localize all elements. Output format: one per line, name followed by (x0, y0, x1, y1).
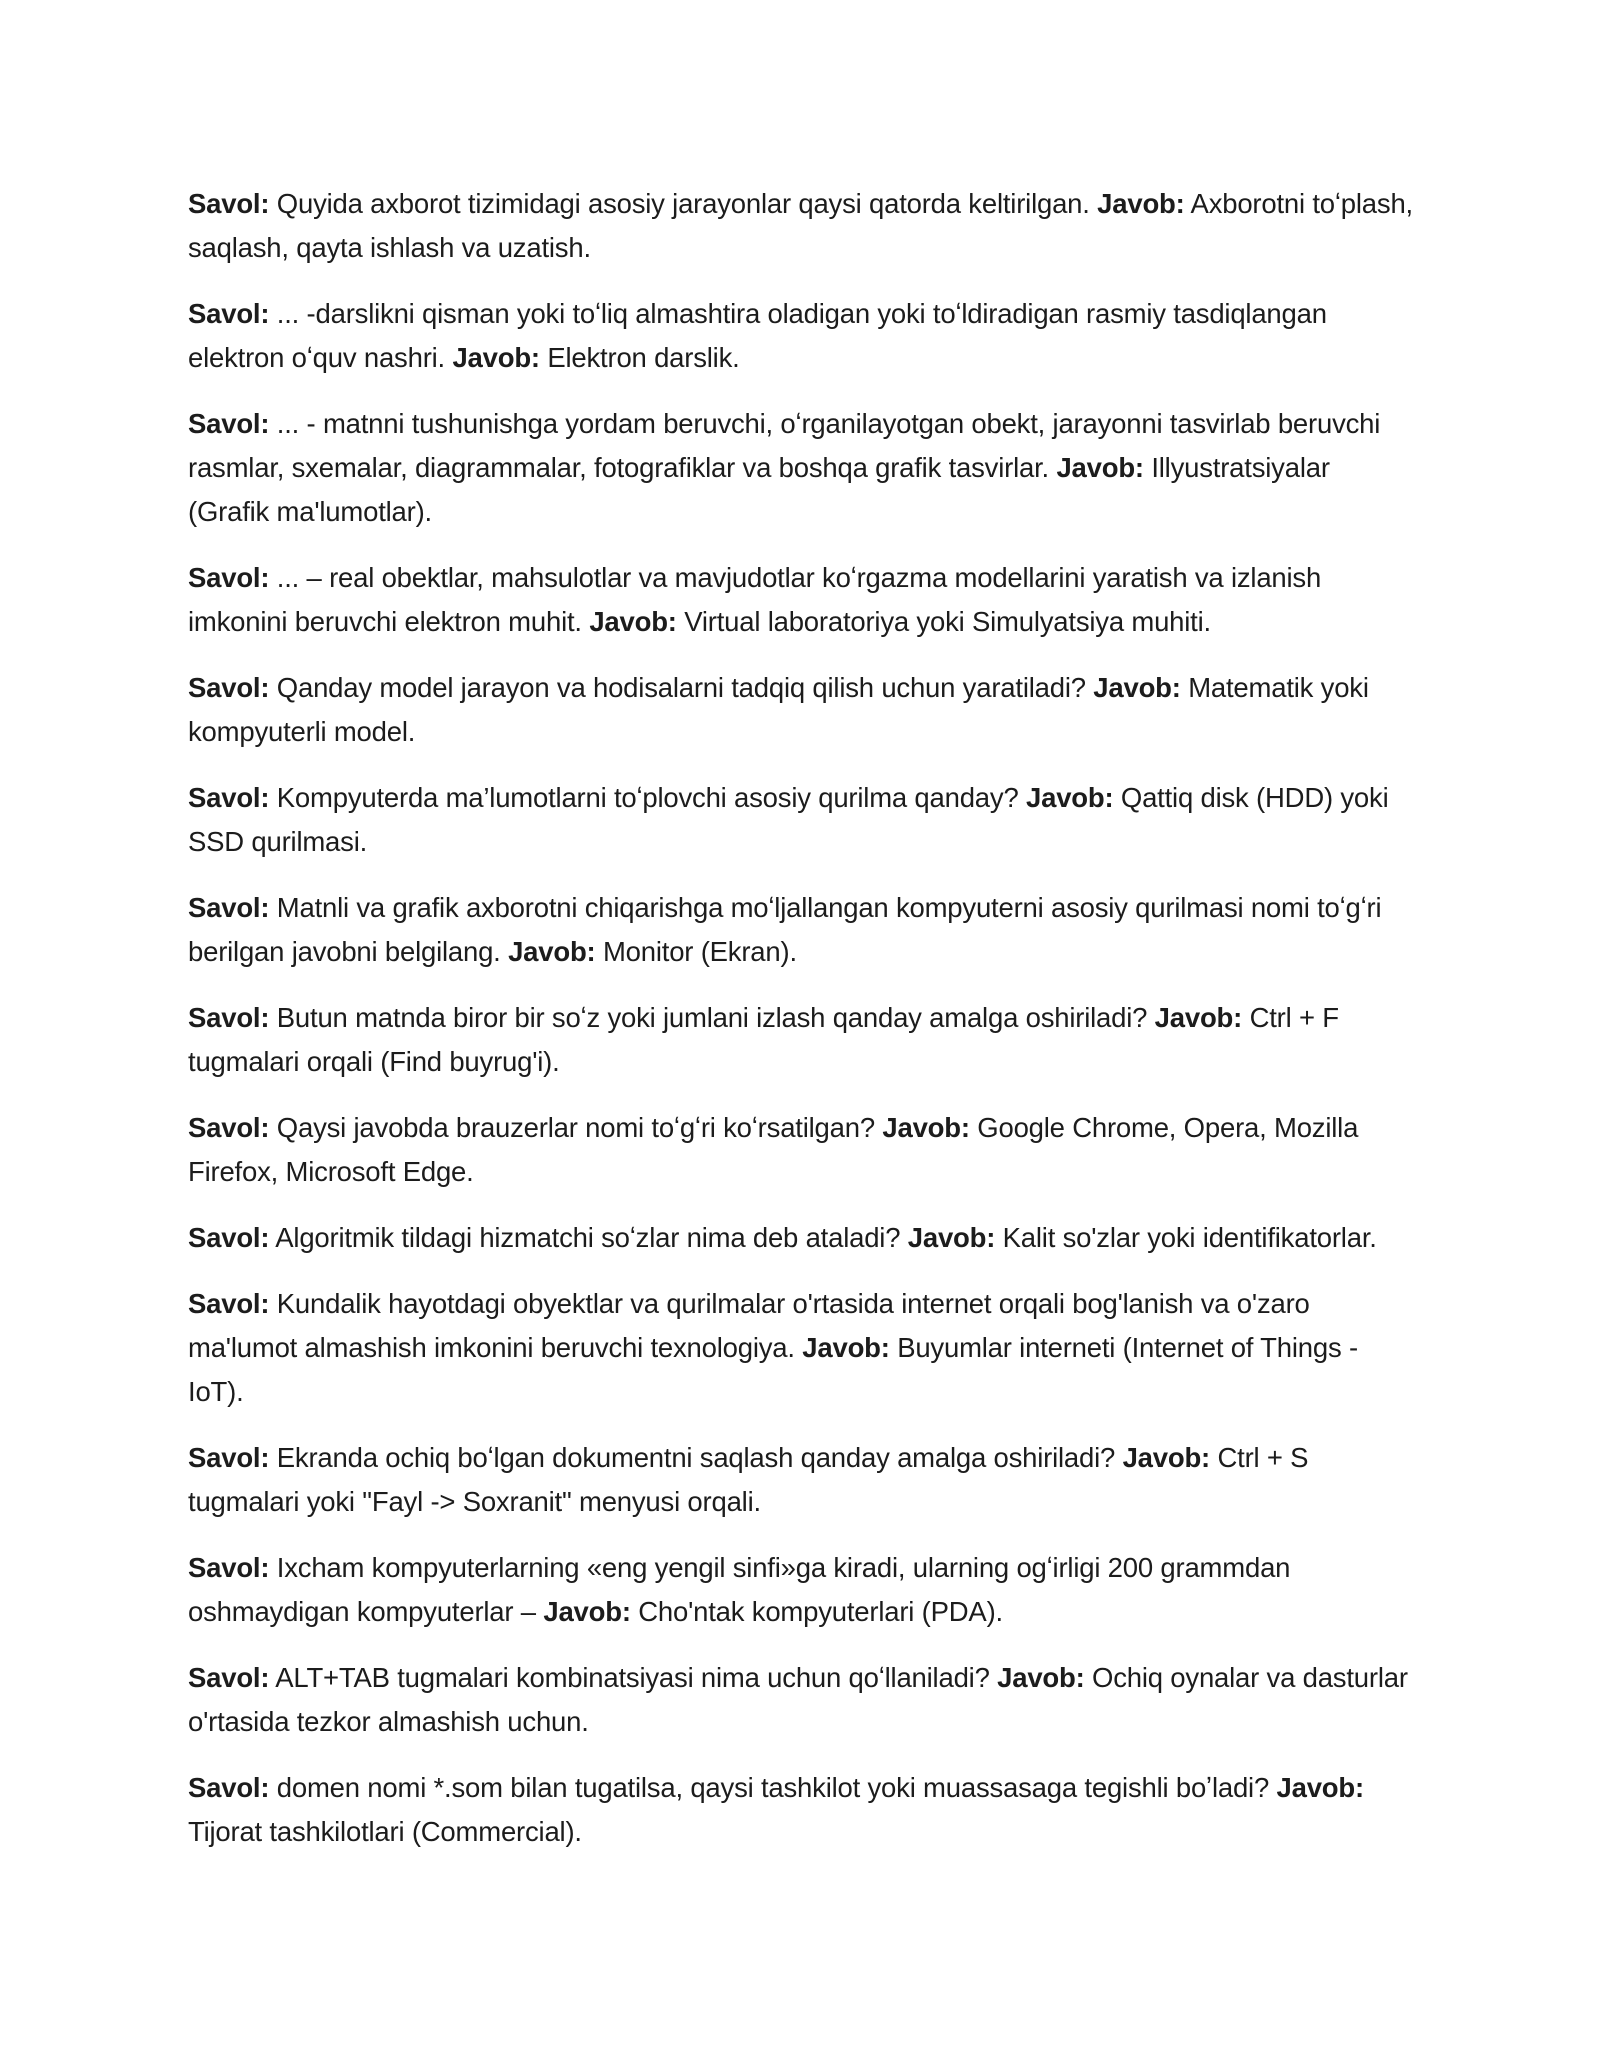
document-page (188, 182, 1413, 1876)
question-label: Savol: (188, 1288, 270, 1319)
answer-label: Javob: (1026, 782, 1114, 813)
question-text: Kundalik hayotdagi obyektlar va qurilmalar o'rtasida internet orqali bog'lanish va o'zaro ma'lumot almashish imkonini beruvchi texnologiya. (188, 1288, 1310, 1363)
question-text: Quyida axborot tizimidagi asosiy jarayonlar qaysi qatorda keltirilgan. (276, 188, 1090, 219)
question-label: Savol: (188, 188, 270, 219)
qa-item-3 (188, 402, 1413, 534)
answer-label: Javob: (1154, 1002, 1243, 1033)
qa-item-9 (188, 1106, 1413, 1194)
answer-label: Javob: (452, 342, 540, 373)
answer-label: Javob: (508, 936, 596, 967)
question-text: Ekranda ochiq boʻlgan dokumentni saqlash qanday amalga oshiriladi? (276, 1442, 1116, 1473)
answer-text: Elektron darslik. (547, 342, 740, 373)
question-label: Savol: (188, 1222, 270, 1253)
answer-text: Google Chrome, Opera, Mozilla Firefox, Microsoft Edge. (188, 1112, 1359, 1187)
answer-text: Tijorat tashkilotlari (Commercial). (188, 1816, 582, 1847)
question-text: ... -darslikni qisman yoki toʻliq almashtira oladigan yoki toʻldiradigan rasmiy tasdiqlangan elektron oʻquv nashri. (188, 298, 1327, 373)
qa-item-10 (188, 1216, 1413, 1260)
answer-text: Virtual laboratoriya yoki Simulyatsiya muhiti. (684, 606, 1211, 637)
question-label: Savol: (188, 1112, 270, 1143)
answer-text: Matematik yoki kompyuterli model. (188, 672, 1369, 747)
qa-item-13 (188, 1546, 1413, 1634)
answer-label: Javob: (1056, 452, 1144, 483)
qa-item-12 (188, 1436, 1413, 1524)
qa-item-14 (188, 1656, 1413, 1744)
answer-text: Ctrl + S tugmalari yoki "Fayl -> Soxranit" menyusi orqali. (188, 1442, 1309, 1517)
answer-text: Buyumlar interneti (Internet of Things - IoT). (188, 1332, 1358, 1407)
qa-item-4 (188, 556, 1413, 644)
question-text: ... - matnni tushunishga yordam beruvchi, oʻrganilayotgan obekt, jarayonni tasvirlab beruvchi rasmlar, sxemalar, diagrammalar, fotografiklar va boshqa grafik tasvirlar. (188, 408, 1381, 483)
question-text: Kompyuterda ma’lumotlarni toʻplovchi asosiy qurilma qanday? (276, 782, 1019, 813)
answer-label: Javob: (1276, 1772, 1364, 1803)
answer-label: Javob: (802, 1332, 890, 1363)
question-text: Algoritmik tildagi hizmatchi soʻzlar nima deb ataladi? (275, 1222, 901, 1253)
answer-text: Qattiq disk (HDD) yoki SSD qurilmasi. (188, 782, 1389, 857)
question-text: Qanday model jarayon va hodisalarni tadqiq qilish uchun yaratiladi? (276, 672, 1086, 703)
question-text: Ixcham kompyuterlarning «eng yengil sinfi»ga kiradi, ularning ogʻirligi 200 grammdan oshmaydigan kompyuterlar – (188, 1552, 1291, 1627)
question-text: Qaysi javobda brauzerlar nomi toʻgʻri koʻrsatilgan? (276, 1112, 875, 1143)
question-text: ALT+TAB tugmalari kombinatsiyasi nima uchun qoʻllaniladi? (275, 1662, 990, 1693)
answer-text: Axborotni toʻplash, saqlash, qayta ishlash va uzatish. (188, 188, 1413, 263)
qa-item-7 (188, 886, 1413, 974)
question-text: Matnli va grafik axborotni chiqarishga moʻljallangan kompyuterni asosiy qurilmasi nomi toʻgʻri berilgan javobni belgilang. (188, 892, 1382, 967)
answer-text: Monitor (Ekran). (602, 936, 797, 967)
answer-label: Javob: (1122, 1442, 1211, 1473)
question-label: Savol: (188, 782, 270, 813)
question-label: Savol: (188, 562, 270, 593)
answer-text: Illyustratsiyalar (Grafik ma'lumotlar). (188, 452, 1330, 527)
answer-text: Ochiq oynalar va dasturlar o'rtasida tezkor almashish uchun. (188, 1662, 1408, 1737)
question-text: domen nomi *.som bilan tugatilsa, qaysi tashkilot yoki muassasaga tegishli boʼladi? (276, 1772, 1270, 1803)
answer-text: Cho'ntak kompyuterlari (PDA). (638, 1596, 1003, 1627)
answer-label: Javob: (907, 1222, 996, 1253)
question-label: Savol: (188, 1002, 270, 1033)
question-text: Butun matnda biror bir soʻz yoki jumlani izlash qanday amalga oshiriladi? (276, 1002, 1148, 1033)
qa-item-8 (188, 996, 1413, 1084)
question-label: Savol: (188, 1552, 270, 1583)
question-text: ... – real obektlar, mahsulotlar va mavjudotlar koʻrgazma modellarini yaratish va izlanish imkonini beruvchi elektron muhit. (188, 562, 1322, 637)
question-label: Savol: (188, 408, 270, 439)
question-label: Savol: (188, 672, 270, 703)
qa-item-1 (188, 182, 1413, 270)
qa-item-11 (188, 1282, 1413, 1414)
question-label: Savol: (188, 1442, 270, 1473)
answer-text: Ctrl + F tugmalari orqali (Find buyrug'i). (188, 1002, 1339, 1077)
question-label: Savol: (188, 1772, 270, 1803)
qa-item-6 (188, 776, 1413, 864)
question-label: Savol: (188, 892, 270, 923)
answer-text: Kalit so'zlar yoki identifikatorlar. (1002, 1222, 1377, 1253)
answer-label: Javob: (882, 1112, 970, 1143)
answer-label: Javob: (997, 1662, 1085, 1693)
question-label: Savol: (188, 298, 270, 329)
qa-item-2 (188, 292, 1413, 380)
answer-label: Javob: (543, 1596, 631, 1627)
question-label: Savol: (188, 1662, 270, 1693)
answer-label: Javob: (1093, 672, 1181, 703)
qa-item-5 (188, 666, 1413, 754)
answer-label: Javob: (1097, 188, 1185, 219)
qa-item-15 (188, 1766, 1413, 1854)
answer-label: Javob: (589, 606, 677, 637)
